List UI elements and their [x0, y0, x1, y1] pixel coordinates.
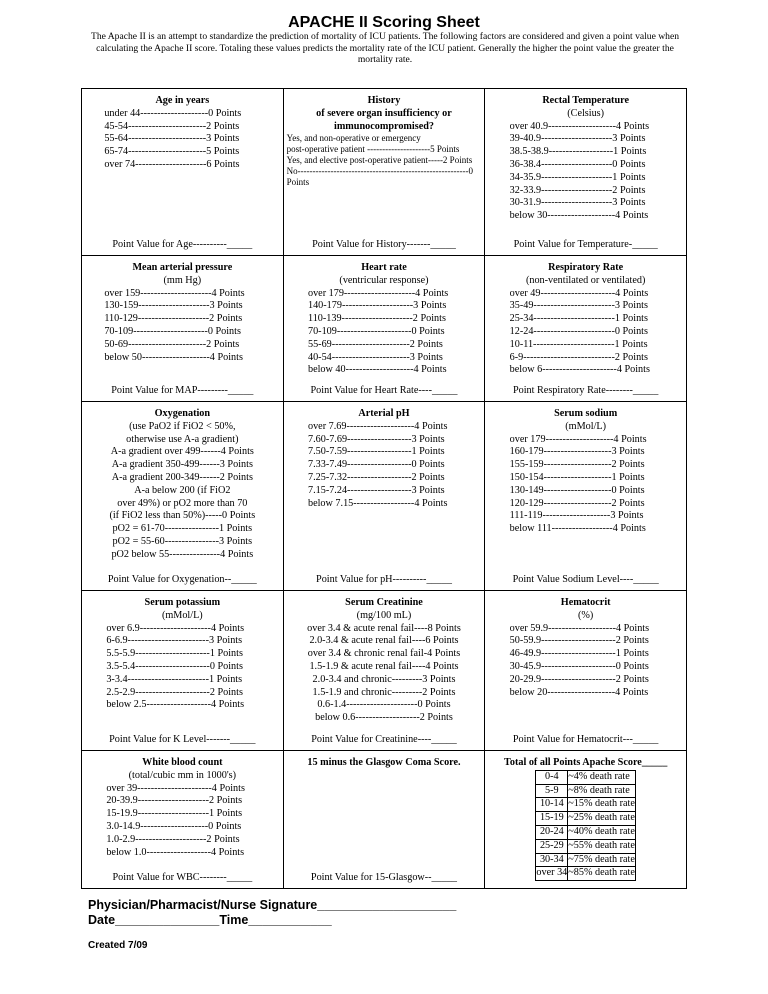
list-item: over 3.4 & acute renal fail----8 Points	[307, 622, 461, 634]
page-title: APACHE II Scoring Sheet	[288, 14, 480, 31]
list-item: 15-19.9---------------------1 Points	[106, 808, 243, 820]
mortality-row	[536, 853, 635, 867]
history-header-line2: of severe organ insufficiency or	[316, 107, 452, 119]
sodium-header: Serum sodium	[554, 408, 618, 419]
list-item: 45-54-----------------------2 Points	[104, 120, 240, 132]
list-item: 7.15-7.24-------------------3 Points	[307, 484, 445, 496]
list-item: 12-24------------------------0 Points	[509, 325, 648, 337]
potassium-header: Serum potassium	[144, 597, 221, 608]
respiratory-cell	[485, 256, 687, 402]
potassium-cell	[82, 591, 284, 751]
map-header: Mean arterial pressure	[132, 262, 233, 273]
death-rate: ~25% death rate	[568, 812, 636, 826]
list-item: 6-6.9------------------------3 Points	[106, 635, 243, 647]
history-cell	[283, 89, 485, 256]
list-item: pO2 = 61-70----------------1 Points	[112, 523, 253, 535]
list-item: A-a below 200 (if FiO2	[134, 484, 231, 496]
oxygenation-cell	[82, 402, 284, 591]
history-header-line3: immunocompromised?	[333, 120, 434, 132]
list-item: A-a gradient over 499------4 Points	[110, 446, 254, 458]
heart-rate-point-value[interactable]: Point Value for Heart Rate----_____	[310, 385, 458, 397]
total-header[interactable]: Total of all Points Apache Score_____	[504, 757, 668, 768]
list-item: 160-179--------------------3 Points	[509, 446, 645, 458]
respiratory-header: Respiratory Rate	[548, 262, 624, 273]
list-item: 35-49------------------------3 Points	[509, 300, 648, 312]
glasgow-header: 15 minus the Glasgow Coma Score.	[307, 757, 461, 768]
list-item: 110-129---------------------2 Points	[104, 313, 243, 325]
map-unit: (mm Hg)	[163, 274, 202, 286]
glasgow-point-value[interactable]: Point Value for 15-Glasgow--_____	[310, 872, 458, 884]
list-item: 140-179---------------------3 Points	[307, 300, 447, 312]
map-point-value[interactable]: Point Value for MAP---------_____	[111, 385, 254, 397]
list-item: pO2 = 55-60----------------3 Points	[112, 535, 253, 547]
mortality-row	[536, 867, 635, 881]
list-item: 130-159---------------------3 Points	[104, 300, 243, 312]
mortality-row	[536, 839, 635, 853]
list-item: 3.5-5.4----------------------0 Points	[106, 660, 243, 672]
potassium-unit: (mMol/L)	[161, 609, 203, 621]
list-item: 55-69-----------------------2 Points	[307, 338, 443, 350]
history-list	[284, 133, 485, 188]
list-item: 36-38.4---------------------0 Points	[509, 158, 646, 170]
list-item: Yes, and elective post-operative patient-----2 Points	[286, 155, 473, 166]
list-item: over 179---------------------4 Points	[307, 287, 449, 299]
list-item: over 59.9--------------------4 Points	[509, 622, 650, 634]
wbc-header: White blood count	[142, 757, 223, 768]
heart-rate-header: Heart rate	[361, 262, 407, 273]
death-rate: ~55% death rate	[568, 839, 636, 853]
intro-text: The Apache II is an attempt to standardize the prediction of mortality of ICU patients. The following factors are considered and given a point value when calculating the Apache II score. Totaling these values predicts the mortality rate of the ICU patient. Generally the higher the point value the greater the mortality rate.	[90, 31, 680, 65]
list-item: 3-3.4------------------------1 Points	[106, 673, 243, 685]
mortality-row	[536, 784, 635, 798]
score-range: 25-29	[536, 839, 568, 853]
death-rate: ~85% death rate	[568, 867, 636, 881]
potassium-list	[106, 623, 258, 713]
age-list	[104, 108, 260, 172]
list-item: 30-31.9---------------------3 Points	[509, 197, 646, 209]
temperature-unit: (Celsius)	[567, 107, 605, 119]
list-item: below 40--------------------4 Points	[307, 364, 447, 376]
list-item: over 40.9--------------------4 Points	[509, 120, 650, 132]
scoring-grid	[81, 88, 687, 889]
list-item: 38.5-38.9-------------------1 Points	[509, 146, 647, 158]
respiratory-unit: (non-ventilated or ventilated)	[525, 274, 646, 286]
list-item: 3.0-14.9--------------------0 Points	[106, 820, 242, 832]
score-range: over 34	[536, 867, 568, 881]
list-item: below 7.15------------------4 Points	[307, 497, 448, 509]
death-rate: ~15% death rate	[568, 798, 636, 812]
score-range: 5-9	[536, 784, 568, 798]
respiratory-point-value[interactable]: Point Respiratory Rate--------_____	[512, 385, 659, 397]
oxygenation-point-value[interactable]: Point Value for Oxygenation--_____	[107, 574, 257, 586]
wbc-cell	[82, 751, 284, 889]
created-date: Created 7/09	[88, 940, 148, 951]
list-item: 50-69-----------------------2 Points	[104, 338, 240, 350]
list-item: below 1.0-------------------4 Points	[106, 846, 245, 858]
hematocrit-unit: (%)	[578, 609, 594, 621]
wbc-point-value[interactable]: Point Value for WBC--------_____	[112, 872, 253, 884]
list-item: 5.5-5.9----------------------1 Points	[106, 648, 243, 660]
list-item: 7.50-7.59-------------------1 Points	[307, 446, 445, 458]
list-item: below 111------------------4 Points	[509, 523, 646, 535]
history-header: History	[367, 95, 401, 106]
list-item: 46-49.9----------------------1 Points	[509, 648, 649, 660]
temperature-cell	[485, 89, 687, 256]
wbc-list	[106, 783, 258, 860]
score-range: 0-4	[536, 770, 568, 784]
list-item: 1.5-1.9 and chronic---------2 Points	[312, 686, 456, 698]
list-item: over 39----------------------4 Points	[106, 782, 245, 794]
list-item: over 159---------------------4 Points	[104, 287, 245, 299]
list-item: 155-159--------------------2 Points	[509, 459, 645, 471]
map-cell	[82, 256, 284, 402]
list-item: below 30--------------------4 Points	[509, 210, 649, 222]
list-item: below 2.5-------------------4 Points	[106, 699, 245, 711]
list-item: below 0.6-------------------2 Points	[315, 712, 453, 724]
signature-line[interactable]: Physician/Pharmacist/Nurse Signature____________________	[88, 898, 457, 912]
creatinine-header: Serum Creatinine	[345, 597, 423, 608]
list-item: (if FiO2 less than 50%)-----0 Points	[109, 510, 256, 522]
list-item: 20-39.9---------------------2 Points	[106, 795, 243, 807]
list-item: 7.25-7.32-------------------2 Points	[307, 471, 445, 483]
sodium-unit: (mMol/L)	[565, 420, 607, 432]
list-item: 50-59.9----------------------2 Points	[509, 635, 649, 647]
potassium-point-value[interactable]: Point Value for K Level-------_____	[109, 734, 256, 746]
list-item: 111-119--------------------3 Points	[509, 510, 644, 522]
temperature-point-value[interactable]: Point Value for Temperature-_____	[513, 239, 658, 251]
death-rate: ~4% death rate	[568, 770, 636, 784]
list-item: post-operative patient ---------------------5 Points	[286, 144, 460, 155]
list-item: otherwise use A-a gradient)	[126, 433, 239, 445]
list-item: 39-40.9---------------------3 Points	[509, 133, 646, 145]
death-rate: ~75% death rate	[568, 853, 636, 867]
oxygenation-list	[82, 421, 283, 562]
temperature-header: Rectal Temperature	[542, 95, 629, 106]
mortality-row	[536, 798, 635, 812]
oxygenation-header: Oxygenation	[154, 408, 211, 419]
list-item: over 49%) or pO2 more than 70	[117, 497, 248, 509]
sodium-cell	[485, 402, 687, 591]
age-cell	[82, 89, 284, 256]
heart-rate-unit: (ventricular response)	[339, 274, 429, 286]
list-item: 6-9---------------------------2 Points	[509, 351, 648, 363]
hematocrit-cell	[485, 591, 687, 751]
list-item: 2.0-3.4 & acute renal fail----6 Points	[309, 635, 459, 647]
list-item: 130-149--------------------0 Points	[509, 484, 645, 496]
list-item: 2.0-3.4 and chronic---------3 Points	[312, 673, 456, 685]
list-item: 20-29.9----------------------2 Points	[509, 673, 649, 685]
creatinine-unit: (mg/100 mL)	[356, 609, 412, 621]
list-item: 10-11------------------------1 Points	[509, 338, 648, 350]
mortality-row	[536, 770, 635, 784]
creatinine-point-value[interactable]: Point Value for Creatinine----_____	[311, 734, 457, 746]
date-time-line[interactable]: Date_______________Time____________	[88, 913, 332, 927]
list-item: 2.5-2.9----------------------2 Points	[106, 686, 243, 698]
heart-rate-cell	[283, 256, 485, 402]
list-item: 1.0-2.9---------------------2 Points	[106, 833, 240, 845]
list-item: 30-45.9----------------------0 Points	[509, 660, 649, 672]
death-rate: ~8% death rate	[568, 784, 636, 798]
arterial-ph-point-value[interactable]: Point Value for pH----------_____	[316, 574, 452, 586]
score-range: 15-19	[536, 812, 568, 826]
list-item: 70-109----------------------0 Points	[104, 325, 241, 337]
list-item: 1.5-1.9 & acute renal fail----4 Points	[309, 660, 459, 672]
list-item: under 44--------------------0 Points	[104, 107, 242, 119]
age-header: Age in years	[155, 95, 210, 106]
list-item: 25-34------------------------1 Points	[509, 313, 648, 325]
list-item: A-a gradient 200-349------2 Points	[111, 471, 253, 483]
hematocrit-header: Hematocrit	[560, 597, 611, 608]
list-item: pO2 below 55---------------4 Points	[111, 548, 254, 560]
list-item: 40-54-----------------------3 Points	[307, 351, 443, 363]
list-item: 65-74-----------------------5 Points	[104, 146, 240, 158]
temperature-list	[510, 121, 662, 223]
arterial-ph-header: Arterial pH	[358, 408, 410, 419]
list-item: 0.6-1.4---------------------0 Points	[317, 699, 451, 711]
list-item: below 6----------------------4 Points	[509, 364, 650, 376]
list-item: 7.33-7.49-------------------0 Points	[307, 459, 445, 471]
sodium-list	[510, 434, 662, 536]
list-item: over 3.4 & chronic renal fail-4 Points	[307, 648, 461, 660]
hematocrit-list	[510, 623, 662, 700]
list-item: over 179--------------------4 Points	[509, 433, 647, 445]
list-item: Yes, and non-operative or emergency	[286, 133, 421, 144]
total-cell	[485, 751, 687, 889]
score-range: 10-14	[536, 798, 568, 812]
mortality-row	[536, 812, 635, 826]
creatinine-list	[284, 623, 485, 725]
list-item: 120-129--------------------2 Points	[509, 497, 645, 509]
list-item: (use PaO2 if FiO2 < 50%,	[129, 420, 236, 432]
death-rate: ~40% death rate	[568, 825, 636, 839]
list-item: over 7.69--------------------4 Points	[307, 420, 448, 432]
list-item: 70-109----------------------0 Points	[307, 325, 445, 337]
score-range: 30-34	[536, 853, 568, 867]
map-list	[104, 288, 260, 365]
hematocrit-point-value[interactable]: Point Value for Hematocrit---_____	[512, 734, 659, 746]
creatinine-cell	[283, 591, 485, 751]
history-point-value[interactable]: Point Value for History-------_____	[312, 239, 456, 251]
list-item: 34-35.9---------------------1 Points	[509, 171, 646, 183]
sodium-point-value[interactable]: Point Value Sodium Level----_____	[512, 574, 659, 586]
arterial-ph-cell	[283, 402, 485, 591]
list-item: A-a gradient 350-499------3 Points	[111, 459, 253, 471]
list-item: below 20--------------------4 Points	[509, 686, 649, 698]
list-item: over 6.9---------------------4 Points	[106, 622, 245, 634]
wbc-unit: (total/cubic mm in 1000's)	[128, 769, 237, 781]
list-item: over 74---------------------6 Points	[104, 158, 240, 170]
list-item: No---------------------------------------------------------0 Points	[286, 166, 473, 188]
list-item: 32-33.9---------------------2 Points	[509, 184, 646, 196]
respiratory-list	[510, 288, 662, 378]
glasgow-cell	[283, 751, 485, 889]
mortality-table	[535, 770, 635, 881]
list-item: 110-139---------------------2 Points	[307, 313, 446, 325]
score-range: 20-24	[536, 825, 568, 839]
age-point-value[interactable]: Point Value for Age----------_____	[112, 239, 253, 251]
heart-rate-list	[308, 288, 460, 378]
list-item: 7.60-7.69-------------------3 Points	[307, 433, 445, 445]
list-item: 55-64-----------------------3 Points	[104, 133, 240, 145]
list-item: 150-154--------------------1 Points	[509, 471, 645, 483]
list-item: below 50--------------------4 Points	[104, 351, 243, 363]
list-item: over 49----------------------4 Points	[509, 287, 649, 299]
mortality-row	[536, 825, 635, 839]
arterial-ph-list	[308, 421, 460, 511]
